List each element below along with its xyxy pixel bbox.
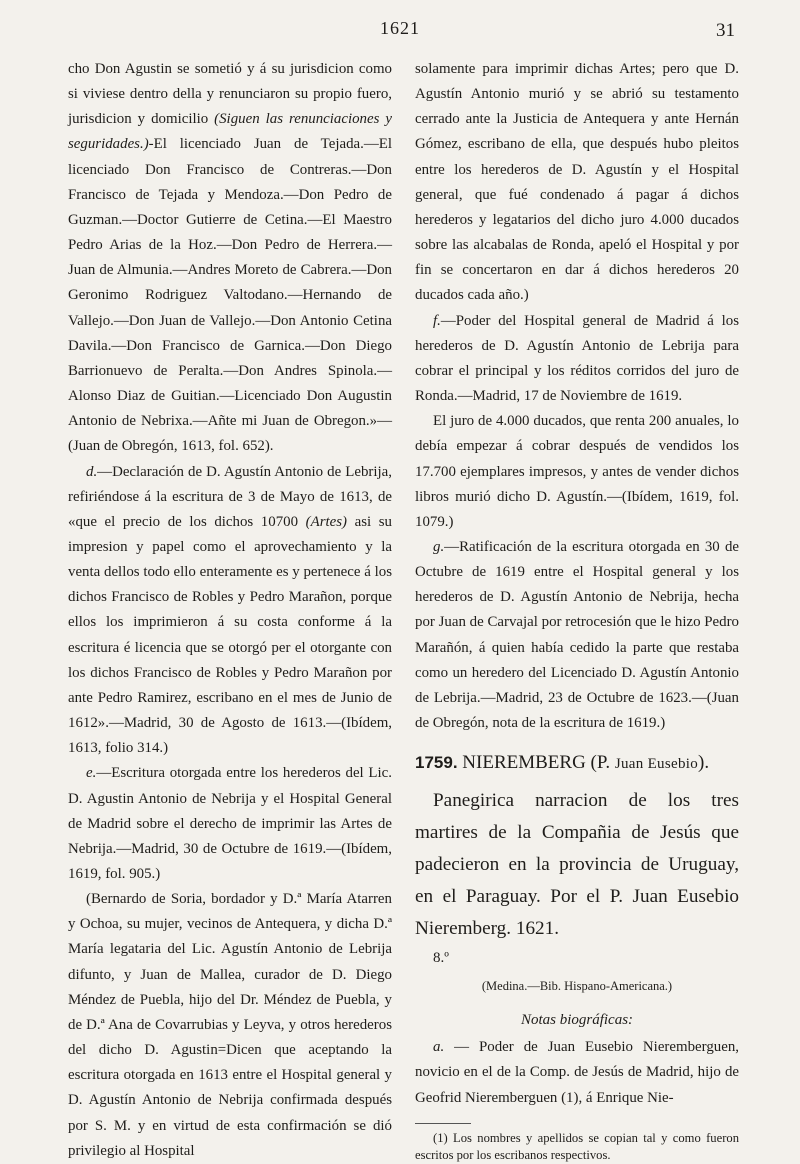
entry-label: e. bbox=[86, 765, 97, 782]
italic-run: (Artes) bbox=[305, 513, 347, 530]
catalog-entry-heading bbox=[415, 750, 739, 777]
entry-label: a. bbox=[433, 1039, 445, 1056]
running-header-year: 1621 bbox=[380, 18, 420, 38]
right-column bbox=[415, 57, 739, 1164]
left-column bbox=[68, 57, 392, 1164]
entry-g bbox=[415, 535, 739, 736]
book-title: Panegirica narracion de los tres martires de la Compañia de Jesús que padecieron en la provincia de Uruguay, en el Paraguay. Por el P. Juan Eusebio Nieremberg. 1621. bbox=[415, 790, 739, 940]
paragraph-juro: El juro de 4.000 ducados, que renta 200 anuales, lo debía empezar á cobrar después de vendidos los 17.700 ejemplares impresos, y antes de vender dichos libros murió dicho D. Agustín.—(Ibídem, 1619, fol. 1079.) bbox=[415, 413, 739, 530]
text-run: — Poder de Juan Eusebio Nieremberguen, novicio en el de la Comp. de Jesús de Madrid, hijo de Geofrid Nieremberguen (1), á Enrique Nie- bbox=[415, 1039, 739, 1106]
footnote: (1) Los nombres y apellidos se copian tal y como fueron escritos por los escribanos respectivos. bbox=[415, 1130, 739, 1162]
paragraph-bernardo: (Bernardo de Soria, bordador y D.ª María Atarren y Ochoa, su mujer, vecinos de Antequera, y dicha D.ª María legataria del Lic. Agustín Antonio de Lebrija difunto, y Juan de Mallea, curador de D. Diego Méndez de Puebla, hijo del Dr. Méndez de Puebla, y de D.ª Ana de Covarrubias y Leyva, y otros herederos del dicho D. Agustin=Dicen que aceptando la escritura otorgada en 1613 entre el Hospital general y D. Agustín Antonio de Nebrija confirmada después por S. M. y en virtud de esta confirmación se dió privilegio al Hospital bbox=[68, 891, 392, 1159]
paragraph-continuation: solamente para imprimir dichas Artes; pero que D. Agustín Antonio murió y se abrió su testamento cerrado ante la Justicia de Antequera y ante Hernán Gómez, escribano de ella, que después hubo pleitos entre los herederos de D. Agustín y el Hospital general, que fué condenado á pagar á dichos herederos y legatarios del dicho juro 4.000 ducados sobre las alcabalas de Ronda, apeló el Hospital y por fin se concertaron en dar á dichos herederos 20 ducados cada año.) bbox=[415, 61, 739, 304]
entry-number: 1759. bbox=[415, 753, 458, 773]
entry-f bbox=[415, 309, 739, 410]
footnote-divider bbox=[415, 1123, 471, 1124]
text-run: —Declaración de D. Agustín Antonio de Lebrija, refiriéndose á la escritura de 3 de Mayo de 1613, de «que el precio de los dichos 10700 bbox=[68, 463, 392, 530]
text-run: asi su impresion y papel como el aprovechamiento y la venta dellos todo ello enteramente es y pertenece á los dichos Francisco de Robles y Pedro Marañon, porque ellos los imprimieron á su costa conforme á la escritura é licencia que se otorgó per el otorgante con los dichos Francisco de Robles y Pedro Marañon por ante Pedro Ramirez, escribano en el mes de Junio de 1612».—Madrid, 30 de Agosto de 1613.—(Ibídem, 1613, folio 314.) bbox=[68, 513, 392, 757]
entry-label: f. bbox=[433, 312, 441, 329]
paragraph-continuation bbox=[68, 57, 392, 460]
entry-a bbox=[415, 1035, 739, 1110]
text-run: —Poder del Hospital general de Madrid á los herederos de D. Agustín Antonio de Lebrija para cobrar el principal y los réditos corridos del juro de Ronda.—Madrid, 17 de Noviembre de 1619. bbox=[415, 312, 739, 405]
text-run: —Escritura otorgada entre los herederos del Lic. D. Agustin Antonio de Nebrija y el Hospital General de Madrid sobre el derecho de imprimir las Artes de Nebrija.—Madrid, 30 de Octubre de 1619.—(Ibídem, 1619, fol. 905.) bbox=[68, 765, 392, 882]
holdings-note: (Medina.—Bib. Hispano-Americana.) bbox=[481, 979, 673, 994]
entry-d bbox=[68, 460, 392, 762]
notes-heading: Notas biográficas: bbox=[520, 1012, 634, 1029]
entry-e bbox=[68, 761, 392, 887]
italic-run: (Siguen las renunciaciones y seguridades.) bbox=[68, 111, 392, 153]
entry-author-end: ). bbox=[698, 752, 710, 774]
book-format: 8.º bbox=[433, 950, 449, 967]
entry-label: g. bbox=[433, 538, 445, 555]
text-run: -El licenciado Juan de Tejada.—El licenciado Don Francisco de Contreras.—Don Francisco de Tejada y Mendoza.—Don Pedro de Guzman.—Doctor Gutierre de Cetina.—El Maestro Pedro Arias de la Hoz.—Don Pedro de Herrera.—Juan de Almunia.—Andres Moreto de Cabrera.—Don Geronimo Rodriguez Valtodano.—Hernando de Vallejo.—Don Juan de Vallejo.—Don Antonio Cetina Davila.—Don Francisco de Garnica.—Don Diego Barrionuevo de Peralta.—Don Andres Spinola.—Alonso Diaz de Guitian.—Licenciado Don Augustin Antonio de Nebrixa.—Añte mi Juan de Obregon.»—(Juan de Obregón, 1613, fol. 652). bbox=[68, 136, 392, 455]
entry-label: d. bbox=[86, 463, 98, 480]
text-run: —Ratificación de la escritura otorgada en 30 de Octubre de 1619 entre el Hospital general y los herederos de D. Agustín Antonio de Nebrija, hecha por Juan de Carvajal por retrocesión que le hizo Pedro Marañón, á quien había cedido la parte que restaba como un heredero del Licenciado D. Agustín Antonio de Lebrija.—Madrid, 23 de Octubre de 1623.—(Juan de Obregón, nota de la escritura de 1619.) bbox=[415, 538, 739, 732]
entry-author: NIEREMBERG (P. bbox=[462, 752, 615, 774]
text-run: cho Don Agustin se sometió y á su jurisdicion como si viviese dentro della y renunciaron su propio fuero, jurisdicion y domicilio bbox=[68, 61, 392, 128]
entry-author-small-caps: Juan Eusebio bbox=[614, 756, 699, 773]
page-number: 31 bbox=[716, 20, 735, 41]
